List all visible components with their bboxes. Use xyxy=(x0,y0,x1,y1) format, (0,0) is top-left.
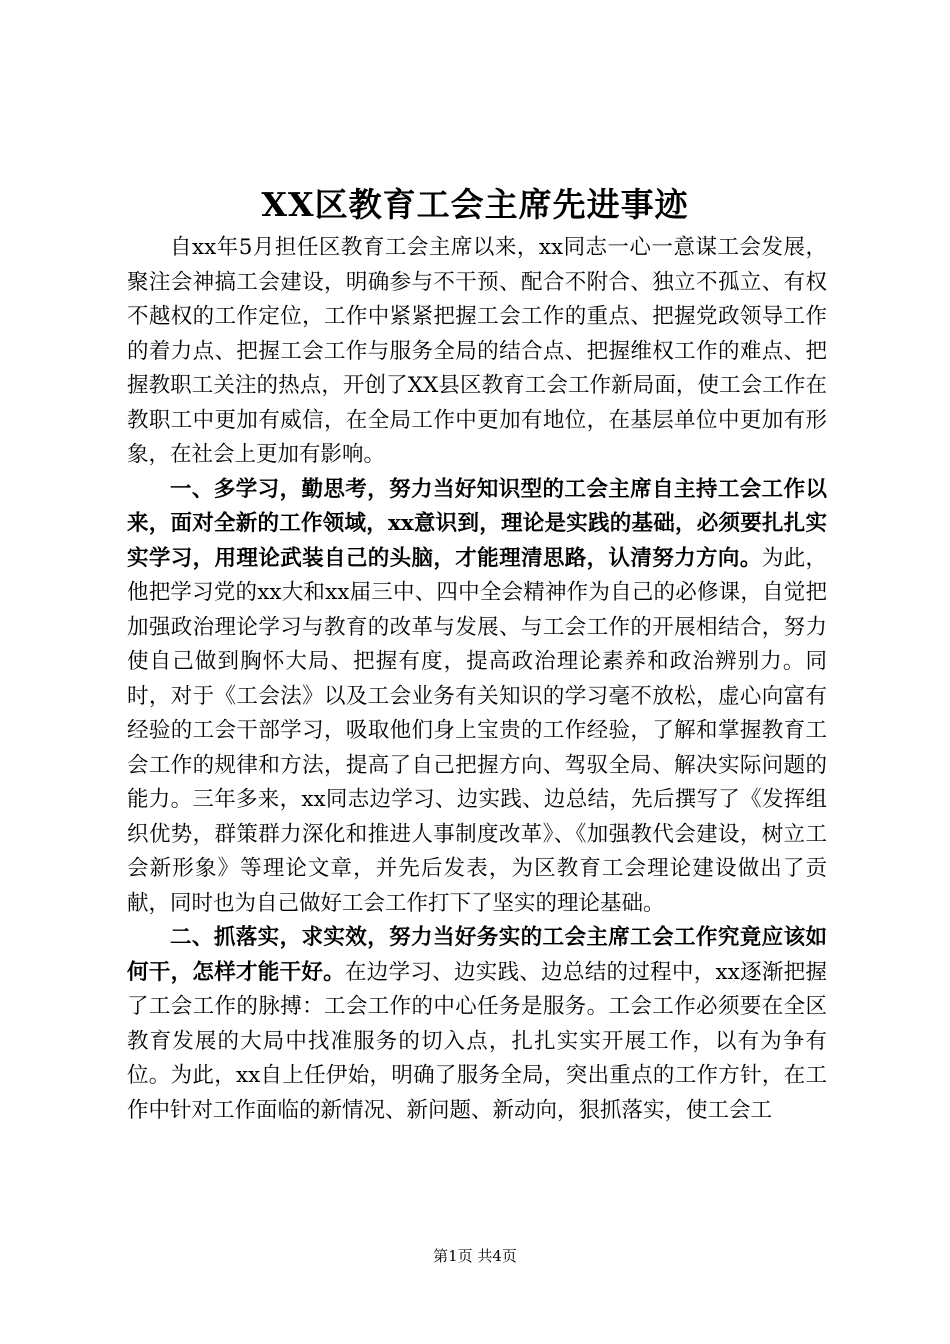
page-footer: 第1页 共4页 xyxy=(433,1247,517,1265)
paragraph-text: 自xx年5月担任区教育工会主席以来，xx同志一心一意谋工会发展，聚注会神搞工会建设，明确参与不干预、配合不附合、独立不孤立、有权不越权的工作定位，工作中紧紧把握工会工作的重点、把握党政领导工作的着力点、把握工会工作与服务全局的结合点、把握维权工作的难点、把握教职工关注的热点，开创了XX县区教育工会工作新局面，使工会工作在教职工中更加有威信，在全局工作中更加有地位，在基层单位中更加有形象，在社会上更加有影响。 xyxy=(127,235,827,467)
section-1-heading: 一、多学习，勤思考，努力当好知识型的工会主席自主持工会工作以来，面对全新的工作领域，xx意识到，理论是实践的基础，必须要扎扎实实学习，用理论武装自己的头脑，才能理清思路，认清努力方向。 xyxy=(127,476,827,571)
paragraph-intro xyxy=(127,231,827,473)
section-2-heading: 二、抓落实，求实效，努力当好务实的工会主席工会工作究竟应该如何干，怎样才能干好。 xyxy=(127,925,827,985)
paragraph-section-1 xyxy=(127,473,827,922)
paragraph-section-2 xyxy=(127,921,827,1128)
document-title: XX区教育工会主席先进事迹 xyxy=(261,185,689,224)
paragraph-text: 在边学习、边实践、边总结的过程中，xx逐渐把握了工会工作的脉搏：工会工作的中心任务是服务。工会工作必须要在全区教育发展的大局中找准服务的切入点，扎扎实实开展工作，以有为争有位。为此，xx自上任伊始，明确了服务全局，突出重点的工作方针，在工作中针对工作面临的新情况、新问题、新动向，狠抓落实，使工会工 xyxy=(127,959,827,1123)
paragraph-text: 为此，他把学习党的xx大和xx届三中、四中全会精神作为自己的必修课，自觉把加强政治理论学习与教育的改革与发展、与工会工作的开展相结合，努力使自己做到胸怀大局、把握有度，提高政治理论素养和政治辨别力。同时，对于《工会法》以及工会业务有关知识的学习毫不放松，虚心向富有经验的工会干部学习，吸取他们身上宝贵的工作经验，了解和掌握教育工会工作的规律和方法，提高了自己把握方向、驾驭全局、解决实际问题的能力。三年多来，xx同志边学习、边实践、边总结，先后撰写了《发挥组织优势，群策群力深化和推进人事制度改革》、《加强教代会建设，树立工会新形象》等理论文章，并先后发表，为区教育工会理论建设做出了贡献，同时也为自己做好工会工作打下了坚实的理论基础。 xyxy=(127,545,827,916)
document-body xyxy=(127,231,827,1128)
